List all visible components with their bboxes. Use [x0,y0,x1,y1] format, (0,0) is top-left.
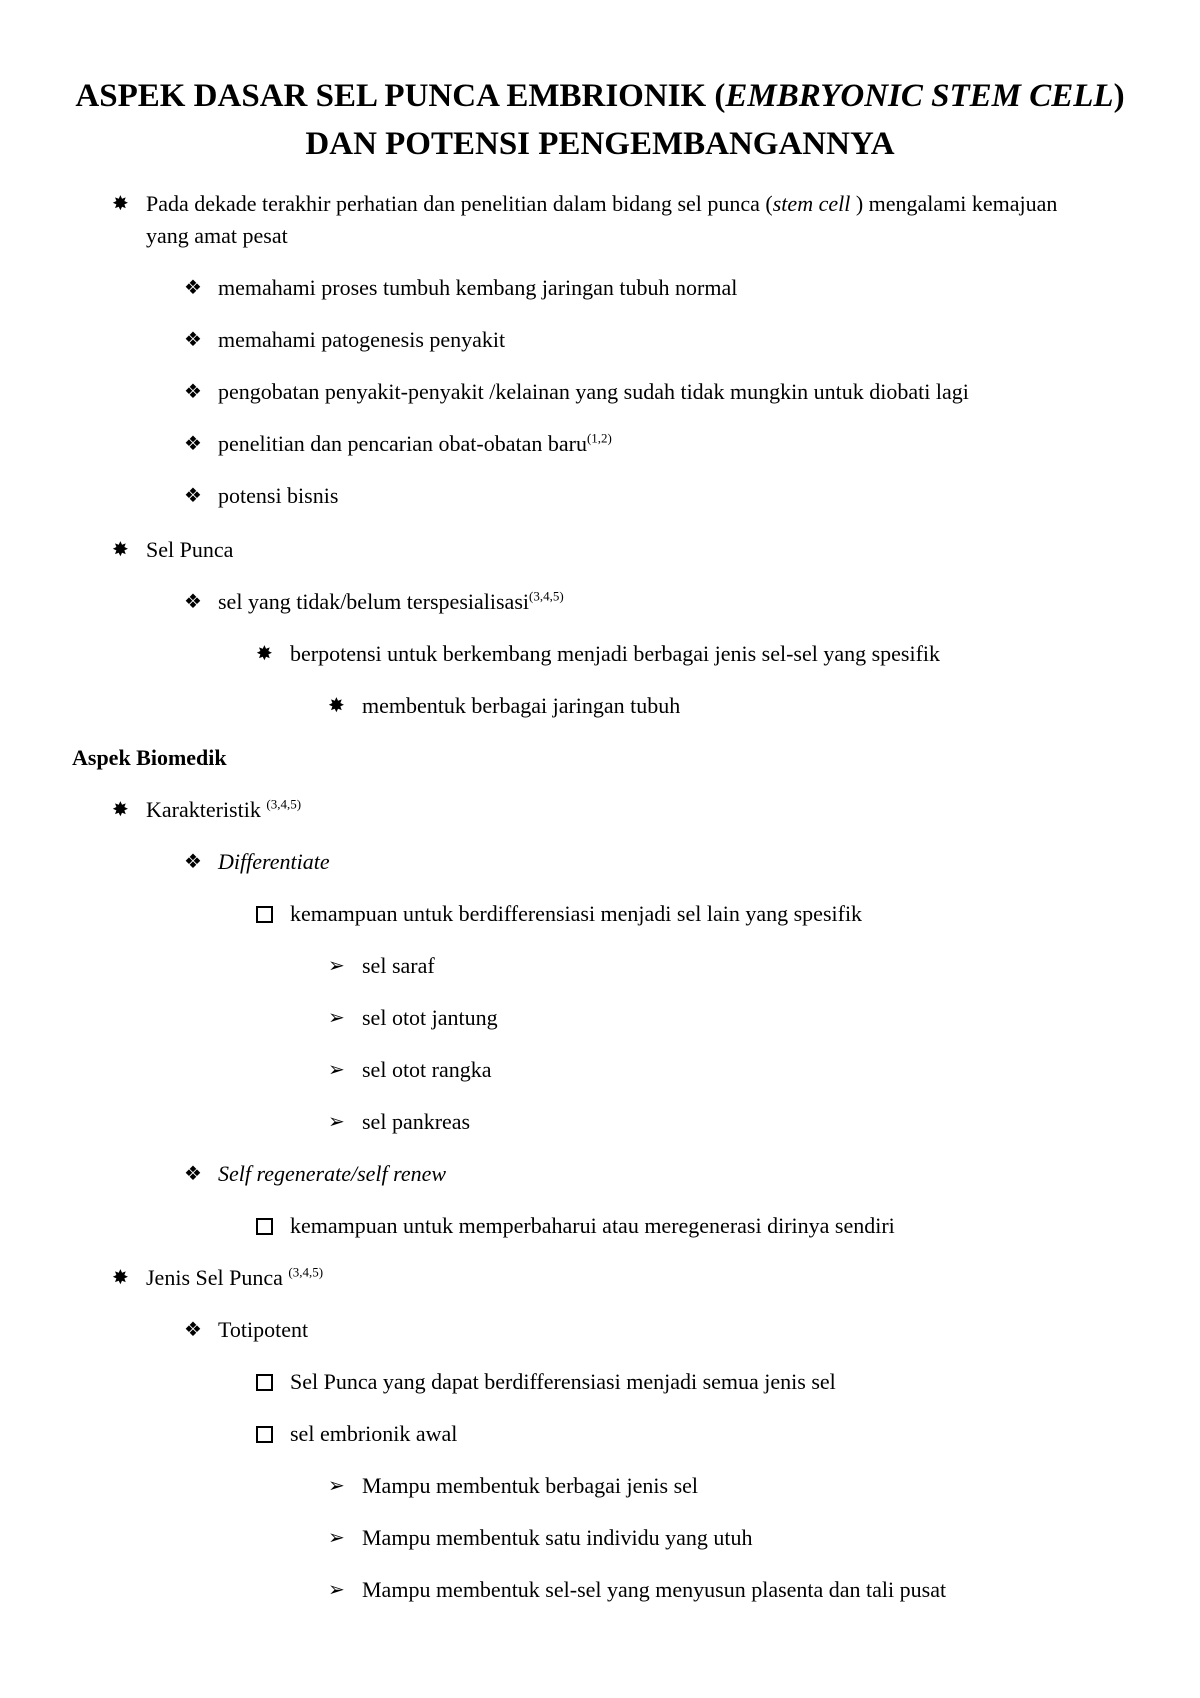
list-item-text: Differentiate [218,849,330,874]
star-bullet-icon: ✸ [328,695,345,717]
intro-text [146,188,1076,252]
list-item-text [146,794,301,826]
checkbox-square-icon [256,1366,286,1401]
list-item-text: kemampuan untuk memperbaharui atau meregenerasi dirinya sendiri [290,1213,895,1238]
list-item-text: membentuk berbagai jaringan tubuh [362,693,681,718]
intro-text-after: ) mengalami kemajuan yang amat pesat [146,191,1058,248]
section-heading: Aspek Biomedik [72,745,227,770]
reference-superscript: (3,4,5) [266,796,302,812]
title-part1: ASPEK DASAR SEL PUNCA EMBRIONIK ( [75,78,726,114]
diamond-bullet-icon: ❖ [184,433,202,455]
diamond-bullet-icon: ❖ [184,277,202,299]
list-item-text: sel saraf [362,953,435,978]
diamond-bullet-icon: ❖ [184,485,202,507]
intro-text-before: Pada dekade terakhir perhatian dan penelitian dalam bidang sel punca ( [146,191,773,216]
intro-text-italic: stem cell [772,191,851,216]
list-item-text: sel pankreas [362,1109,471,1134]
list-item-text: potensi bisnis [218,483,339,508]
list-item-text-main: Jenis Sel Punca [146,1265,289,1290]
list-item-text-main: Karakteristik [146,797,267,822]
list-item-text: sel embrionik awal [290,1421,458,1446]
list-item-text: Self regenerate/self renew [218,1161,447,1186]
diamond-bullet-icon: ❖ [184,851,202,873]
star-bullet-icon: ✸ [112,799,129,821]
checkbox-square-icon [256,1418,286,1453]
title-part2: ) DAN POTENSI PENGEMBANGANNYA [305,78,1125,162]
arrow-bullet-icon: ➢ [328,1111,345,1133]
diamond-bullet-icon: ❖ [184,591,202,613]
reference-superscript: (3,4,5) [529,588,564,604]
list-item-text-main: sel yang tidak/belum terspesialisasi [218,589,529,614]
reference-superscript: (1,2) [586,430,612,446]
star-bullet-icon: ✸ [112,539,129,561]
diamond-bullet-icon: ❖ [184,1163,202,1185]
list-item-text: memahami proses tumbuh kembang jaringan tubuh normal [218,275,738,300]
list-item-text: Sel Punca yang dapat berdifferensiasi menjadi semua jenis sel [290,1369,836,1394]
diamond-bullet-icon: ❖ [184,1319,202,1341]
list-item-text: Totipotent [218,1317,309,1342]
sel-punca-label: Sel Punca [146,537,234,562]
diamond-bullet-icon: ❖ [184,381,202,403]
arrow-bullet-icon: ➢ [328,955,345,977]
list-item-text: sel otot jantung [362,1005,498,1030]
arrow-bullet-icon: ➢ [328,1527,345,1549]
list-item-text: pengobatan penyakit-penyakit /kelainan yang sudah tidak mungkin untuk diobati lagi [218,379,969,404]
star-bullet-icon: ✸ [112,1267,129,1289]
arrow-bullet-icon: ➢ [328,1579,345,1601]
arrow-bullet-icon: ➢ [328,1007,345,1029]
title-italic: EMBRYONIC STEM CELL [725,78,1114,114]
arrow-bullet-icon: ➢ [328,1475,345,1497]
list-item-text [146,1262,323,1294]
list-item-text: berpotensi untuk berkembang menjadi berbagai jenis sel-sel yang spesifik [290,641,941,666]
arrow-bullet-icon: ➢ [328,1059,345,1081]
list-item-text: memahami patogenesis penyakit [218,327,506,352]
list-item-text: Mampu membentuk satu individu yang utuh [362,1525,753,1550]
list-item-text: sel otot rangka [362,1057,492,1082]
star-bullet-icon: ✸ [256,643,273,665]
list-item-text-main: penelitian dan pencarian obat-obatan baru [218,431,587,456]
list-item-text [218,428,612,460]
star-bullet-icon: ✸ [112,193,129,215]
checkbox-square-icon [256,1210,286,1245]
list-item-text: Mampu membentuk berbagai jenis sel [362,1473,699,1498]
reference-superscript: (3,4,5) [288,1264,324,1280]
checkbox-square-icon [256,898,286,933]
list-item-text: Mampu membentuk sel-sel yang menyusun plasenta dan tali pusat [362,1577,947,1602]
list-item-text [218,586,564,618]
diamond-bullet-icon: ❖ [184,329,202,351]
list-item-text: kemampuan untuk berdifferensiasi menjadi sel lain yang spesifik [290,901,863,926]
document-title [60,72,1140,168]
